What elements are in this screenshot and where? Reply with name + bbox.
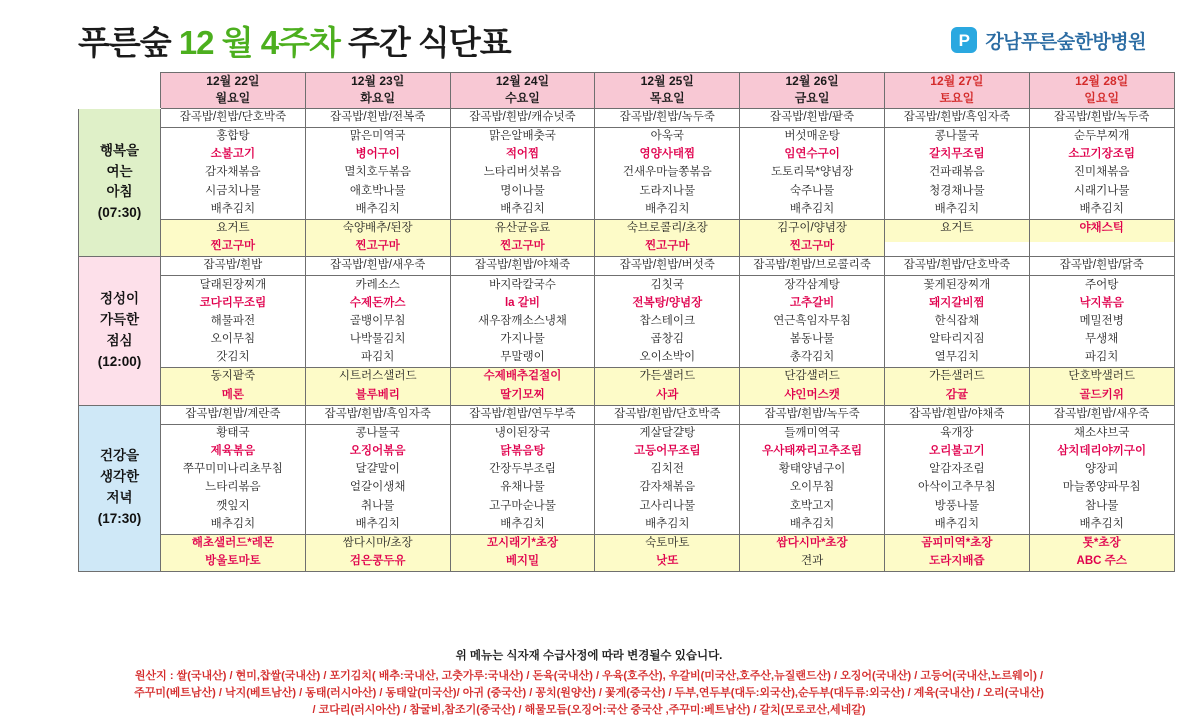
menu-item: 코다리무조림 <box>199 296 267 309</box>
side-item: 숙브로콜리/초장 <box>595 219 739 238</box>
rice-line: 잡곡밥/흰밥/녹두죽 <box>1030 109 1174 128</box>
meal-cell <box>161 257 306 405</box>
meal-cell <box>884 405 1029 572</box>
side-item: 골드키위 <box>1030 386 1174 404</box>
side-item: 숙양배추/된장 <box>306 219 450 238</box>
menu-item: 파김치 <box>361 351 395 364</box>
menu-item: 배추김치 <box>500 202 545 215</box>
meal-label-line: 가득한 <box>99 311 140 327</box>
meal-cell <box>740 405 885 572</box>
rice-line: 잡곡밥/흰밥/녹두죽 <box>740 406 884 425</box>
menu-item: 달걀말이 <box>355 463 400 476</box>
menu-item: 깻잎지 <box>216 499 250 512</box>
meal-cell <box>450 405 595 572</box>
side-item: 단호박샐러드 <box>1030 367 1174 386</box>
menu-item: 배추김치 <box>645 202 690 215</box>
menu-item: 수제돈까스 <box>349 296 406 309</box>
menu-item: 간장두부조림 <box>489 463 556 476</box>
menu-item: 도토리묵*양념장 <box>770 166 854 179</box>
menu-item: 바지락칼국수 <box>489 278 556 291</box>
menu-item: 김치전 <box>650 463 684 476</box>
title-part-1: 푸른숲 <box>78 23 179 61</box>
rice-line: 잡곡밥/흰밥/단호박죽 <box>161 109 305 128</box>
menu-item: 숙주나물 <box>789 184 835 197</box>
side-item: ABC 주스 <box>1030 553 1174 571</box>
side-item: 야채스틱 <box>1030 219 1174 238</box>
side-item: 요거트 <box>161 219 305 238</box>
menu-item: 돼지갈비찜 <box>929 296 985 309</box>
menu-item: 청경채나물 <box>929 184 985 197</box>
menu-item: 호박고지 <box>789 499 835 512</box>
weekly-menu-table <box>78 72 1175 572</box>
footer-note: 위 메뉴는 식자재 수급사정에 따라 변경될수 있습니다. <box>455 650 723 662</box>
side-item: 가든샐러드 <box>885 367 1029 386</box>
menu-item: 배추김치 <box>645 517 690 530</box>
column-header-0 <box>161 73 306 109</box>
column-header-3 <box>595 73 740 109</box>
menu-item: 맑은미역국 <box>349 130 406 143</box>
meal-label-breakfast <box>79 108 161 256</box>
menu-item: la 갈비 <box>504 296 540 309</box>
side-item: 샤인머스캣 <box>740 386 884 404</box>
header-date: 12월 23일 <box>351 74 405 88</box>
menu-item: 건새우마늘쫑볶음 <box>622 166 712 179</box>
title-part-2: 주간 식단표 <box>339 23 511 61</box>
header-date: 12월 27일 <box>930 74 984 88</box>
menu-item: 느타리버섯볶음 <box>483 166 562 179</box>
side-item: 감귤 <box>885 386 1029 404</box>
side-item: 방울토마토 <box>161 553 305 571</box>
side-item: 쌈다시마/초장 <box>306 534 450 553</box>
menu-item: 달래된장찌개 <box>199 278 267 291</box>
meal-cell <box>1029 257 1174 405</box>
menu-item: 도라지나물 <box>639 184 696 197</box>
meal-label-lunch <box>79 257 161 405</box>
menu-item: 배추김치 <box>1079 202 1124 215</box>
menu-item: 소고기장조림 <box>1068 148 1135 161</box>
table-header-row <box>79 73 1175 109</box>
column-header-4 <box>740 73 885 109</box>
rice-line: 잡곡밥/흰밥/전복죽 <box>306 109 450 128</box>
meal-cell <box>595 108 740 256</box>
menu-item: 가지나물 <box>500 333 545 346</box>
menu-item: 갓김치 <box>216 351 250 364</box>
rice-line: 잡곡밥/흰밥/단호박죽 <box>885 257 1029 276</box>
menu-item: 감자채볶음 <box>639 481 696 494</box>
menu-item: 곱창김 <box>650 333 684 346</box>
menu-item: 알감자조림 <box>929 463 985 476</box>
menu-item: 애호박나물 <box>349 184 406 197</box>
menu-item: 무생채 <box>1085 333 1119 346</box>
menu-item: 순두부찌개 <box>1073 130 1130 143</box>
menu-item: 게살달걀탕 <box>639 426 696 439</box>
header-day: 토요일 <box>939 91 975 106</box>
meal-label-line: (07:30) <box>97 205 142 221</box>
menu-item: 꽃게된장찌개 <box>923 278 991 291</box>
brand-logo <box>951 27 1156 54</box>
meal-row-dinner <box>79 405 1175 572</box>
menu-item: 양장피 <box>1085 463 1119 476</box>
column-header-2 <box>450 73 595 109</box>
menu-item: 배추김치 <box>1079 517 1124 530</box>
menu-item: 콩나물국 <box>355 426 400 439</box>
column-header-1 <box>305 73 450 109</box>
meal-cell <box>305 405 450 572</box>
side-item: 블루베리 <box>306 386 450 404</box>
page-header <box>0 0 1178 72</box>
menu-item: 장각삼계탕 <box>784 278 840 291</box>
menu-item: 들깨미역국 <box>784 426 840 439</box>
header-date: 12월 26일 <box>785 74 839 88</box>
menu-item: 열무김치 <box>934 351 980 364</box>
header-day: 수요일 <box>505 91 540 106</box>
column-header-6 <box>1029 73 1174 109</box>
menu-item: 채소샤브국 <box>1073 426 1130 439</box>
menu-item: 제육볶음 <box>210 445 256 458</box>
side-item: 찐고구마 <box>161 238 305 256</box>
rice-line: 잡곡밥/흰밥/팥죽 <box>740 109 884 128</box>
meal-label-dinner <box>79 405 161 572</box>
corner-cell <box>79 73 161 109</box>
page-title <box>78 17 511 64</box>
rice-line: 잡곡밥/흰밥/브로콜리죽 <box>740 257 884 276</box>
meal-cell <box>305 257 450 405</box>
menu-item: 황태양념구이 <box>778 463 846 476</box>
menu-item: 닭볶음탕 <box>500 445 545 458</box>
rice-line: 잡곡밥/흰밥 <box>161 257 305 276</box>
side-item: 낫또 <box>595 553 739 571</box>
menu-item: 유채나물 <box>500 481 545 494</box>
header-day: 목요일 <box>649 91 685 106</box>
side-item: 꼬시래기*초장 <box>451 534 595 553</box>
side-item: 해초샐러드*레몬 <box>161 534 305 553</box>
meal-label-line: 정성이 <box>99 291 140 306</box>
menu-item: 배추김치 <box>210 517 256 530</box>
meal-cell <box>305 108 450 256</box>
menu-item: 삼치데리야끼구이 <box>1057 445 1147 458</box>
menu-item: 아삭이고추무침 <box>918 481 996 494</box>
meal-row-lunch <box>79 257 1175 405</box>
menu-item: 고사리나물 <box>639 499 696 512</box>
menu-item: 시래기나물 <box>1073 184 1130 197</box>
rice-line: 잡곡밥/흰밥/연두부죽 <box>451 406 595 425</box>
side-item: 베지밀 <box>451 553 595 571</box>
menu-item: 맑은알배춧국 <box>489 130 556 143</box>
side-item: 찐고구마 <box>740 238 884 256</box>
side-item: 수제배추겉절이 <box>451 367 595 386</box>
header-day: 금요일 <box>794 91 830 106</box>
side-item: 숙토마토 <box>595 534 739 553</box>
rice-line: 잡곡밥/흰밥/캐슈넛죽 <box>451 109 595 128</box>
meal-label-line: (17:30) <box>97 511 142 527</box>
side-item: 동지팥죽 <box>161 367 305 386</box>
menu-item: 낙지볶음 <box>1079 296 1124 309</box>
meal-cell <box>595 257 740 405</box>
menu-item: 감자채볶음 <box>205 166 261 179</box>
menu-item: 멸치호두볶음 <box>344 166 412 179</box>
menu-item: 파김치 <box>1085 351 1119 364</box>
rice-line: 잡곡밥/흰밥/흑임자죽 <box>306 406 450 425</box>
meal-label-line: 점심 <box>106 332 133 348</box>
menu-item: 느타리볶음 <box>205 481 261 494</box>
menu-item: 냉이된장국 <box>494 426 551 439</box>
brand-mark-icon: P <box>951 27 977 53</box>
title-part-week: 12 월 4주차 <box>178 23 340 61</box>
menu-item: 우사태짜리고추조림 <box>762 445 863 458</box>
side-item: 유산균음료 <box>451 219 595 238</box>
meal-cell <box>161 405 306 572</box>
menu-item: 배추김치 <box>355 517 400 530</box>
column-header-5 <box>884 73 1029 109</box>
meal-cell <box>161 108 306 256</box>
side-item: 찐고구마 <box>595 238 739 256</box>
side-item <box>1030 238 1174 242</box>
menu-item: 카레소스 <box>355 278 400 291</box>
side-item: 곰피미역*초장 <box>885 534 1029 553</box>
menu-table-wrapper <box>0 72 1178 572</box>
menu-item: 찹스테이크 <box>639 314 696 327</box>
meal-row-breakfast <box>79 108 1175 256</box>
menu-item: 메밀전병 <box>1079 314 1124 327</box>
side-item: 메론 <box>161 386 305 404</box>
menu-item: 방풍나물 <box>934 499 980 512</box>
side-item: 찐고구마 <box>451 238 595 256</box>
menu-item: 한식잡채 <box>934 314 980 327</box>
meal-label-line: 생각한 <box>99 469 140 485</box>
rice-line: 잡곡밥/흰밥/야채죽 <box>451 257 595 276</box>
menu-item: 오이소박이 <box>639 351 696 364</box>
side-item: 톳*초장 <box>1030 534 1174 553</box>
rice-line: 잡곡밥/흰밥/야채죽 <box>885 406 1029 425</box>
menu-item: 소불고기 <box>210 148 256 161</box>
menu-item: 참나물 <box>1085 499 1119 512</box>
menu-item: 갈치무조림 <box>929 148 985 161</box>
origin-line-0: 원산지 : 쌀(국내산) / 현미,찹쌀(국내산) / 포기김치( 배추:국내산, 고춧가루:국내산) / 돈육(국내산) / 우육(호주산), 우갈비(미국산,호주산,뉴질랜드산) / 오징어(국내산) / 고등어(국내산,노르웨이) / <box>134 669 1044 682</box>
menu-item: 영양사태찜 <box>639 148 696 161</box>
menu-item: 배추김치 <box>355 202 400 215</box>
menu-item: 쭈꾸미미나리초무침 <box>182 463 283 476</box>
menu-table-body <box>79 108 1175 571</box>
menu-item: 오리불고기 <box>929 445 985 458</box>
menu-item: 얼갈이생채 <box>349 481 406 494</box>
menu-item: 배추김치 <box>789 202 835 215</box>
side-item: 단감샐러드 <box>740 367 884 386</box>
menu-item: 오이무침 <box>789 481 835 494</box>
header-date: 12월 28일 <box>1075 74 1129 88</box>
menu-item: 알타리지짐 <box>929 333 985 346</box>
menu-item: 진미채볶음 <box>1073 166 1130 179</box>
meal-cell <box>1029 108 1174 256</box>
meal-cell <box>740 257 885 405</box>
rice-line: 잡곡밥/흰밥/새우죽 <box>306 257 450 276</box>
menu-item: 봄동나물 <box>789 333 835 346</box>
menu-item: 전복탕/양념장 <box>632 296 703 309</box>
menu-item: 버섯매운탕 <box>784 130 840 143</box>
meal-label-line: 저녁 <box>106 490 133 506</box>
meal-cell <box>1029 405 1174 572</box>
menu-item: 골뱅이무침 <box>349 314 406 327</box>
menu-item: 연근흑임자무침 <box>773 314 851 327</box>
menu-item: 배추김치 <box>500 517 545 530</box>
rice-line: 잡곡밥/흰밥/새우죽 <box>1030 406 1174 425</box>
meal-label-line: 여는 <box>106 163 133 179</box>
menu-item: 명이나물 <box>500 184 545 197</box>
menu-item: 적어찜 <box>505 148 540 161</box>
menu-item: 새우잠깨소스냉채 <box>478 314 567 327</box>
menu-item: 아욱국 <box>650 130 684 143</box>
menu-item: 오이무침 <box>210 333 256 346</box>
menu-item: 콩나물국 <box>934 130 980 143</box>
menu-item: 배추김치 <box>934 517 980 530</box>
menu-item: 취나물 <box>361 499 395 512</box>
meal-cell <box>884 257 1029 405</box>
meal-cell <box>450 257 595 405</box>
meal-label-line: (12:00) <box>97 353 142 369</box>
rice-line: 잡곡밥/흰밥/닭죽 <box>1030 257 1174 276</box>
menu-item: 해물파전 <box>210 314 256 327</box>
menu-item: 김칫국 <box>650 278 684 291</box>
meal-cell <box>450 108 595 256</box>
header-day: 화요일 <box>360 91 396 106</box>
menu-item: 건파래볶음 <box>929 166 985 179</box>
menu-item: 병어구이 <box>355 148 400 161</box>
side-item: 요거트 <box>885 219 1029 238</box>
menu-item: 고추갈비 <box>789 296 835 309</box>
side-item: 딸기모찌 <box>451 386 595 404</box>
menu-item: 배추김치 <box>210 202 256 215</box>
header-day: 일요일 <box>1084 91 1120 106</box>
meal-cell <box>884 108 1029 256</box>
menu-item: 시금치나물 <box>205 184 261 197</box>
meal-cell <box>595 405 740 572</box>
rice-line: 잡곡밥/흰밥/흑임자죽 <box>885 109 1029 128</box>
side-item: 사과 <box>595 386 739 404</box>
menu-item: 오징어볶음 <box>349 445 406 458</box>
menu-item: 고구마순나물 <box>489 499 556 512</box>
menu-item: 마늘쫑양파무침 <box>1062 481 1141 494</box>
menu-item: 나박물김치 <box>349 333 406 346</box>
menu-item: 배추김치 <box>934 202 980 215</box>
menu-item: 주어탕 <box>1085 278 1119 291</box>
header-date: 12월 24일 <box>495 74 550 88</box>
rice-line: 잡곡밥/흰밥/녹두죽 <box>595 109 739 128</box>
origin-line-2: / 코다리(러시아산) / 참굴비,참조기(중국산) / 해물모듬(오징어:국산 중국산 ,주꾸미:베트남산) / 갈치(모로코산,세네갈) <box>312 703 866 716</box>
menu-item: 육개장 <box>940 426 974 439</box>
header-date: 12월 22일 <box>206 74 260 88</box>
menu-item: 총각김치 <box>789 351 835 364</box>
menu-item: 황태국 <box>216 426 250 439</box>
menu-item: 고등어무조림 <box>633 445 701 458</box>
menu-item: 무말랭이 <box>500 351 545 364</box>
menu-item: 홍합탕 <box>216 130 250 143</box>
side-item: 견과 <box>740 553 884 571</box>
header-date: 12월 25일 <box>640 74 694 88</box>
rice-line: 잡곡밥/흰밥/단호박죽 <box>595 406 739 425</box>
side-item: 김구이/양념장 <box>740 219 884 238</box>
side-item: 도라지배즙 <box>885 553 1029 571</box>
meal-label-line: 행복을 <box>99 142 140 158</box>
page-footer <box>0 648 1178 719</box>
menu-item: 임연수구이 <box>784 148 840 161</box>
side-item: 찐고구마 <box>306 238 450 256</box>
side-item: 쌈다시마*초장 <box>740 534 884 553</box>
origin-line-1: 주꾸미(베트남산) / 낙지(베트남산) / 동태(러시아산) / 동태알(미국산)/ 아귀 (중국산) / 꽁치(원양산) / 꽃게(중국산) / 두부,연두부(대두:외국산),순두부(대두류:외국산) / 계육(국내산) / 오리(국내산) <box>134 686 1044 699</box>
rice-line: 잡곡밥/흰밥/계란죽 <box>161 406 305 425</box>
brand-name: 강남푸른숲한방병원 <box>985 31 1146 53</box>
side-item <box>885 238 1029 242</box>
header-day: 월요일 <box>215 91 251 106</box>
side-item: 검은콩두유 <box>306 553 450 571</box>
side-item: 가든샐러드 <box>595 367 739 386</box>
meal-label-line: 아침 <box>106 184 133 200</box>
meal-cell <box>740 108 885 256</box>
menu-item: 배추김치 <box>789 517 835 530</box>
meal-label-line: 건강을 <box>99 448 140 464</box>
rice-line: 잡곡밥/흰밥/버섯죽 <box>595 257 739 276</box>
side-item: 시트러스샐러드 <box>306 367 450 386</box>
